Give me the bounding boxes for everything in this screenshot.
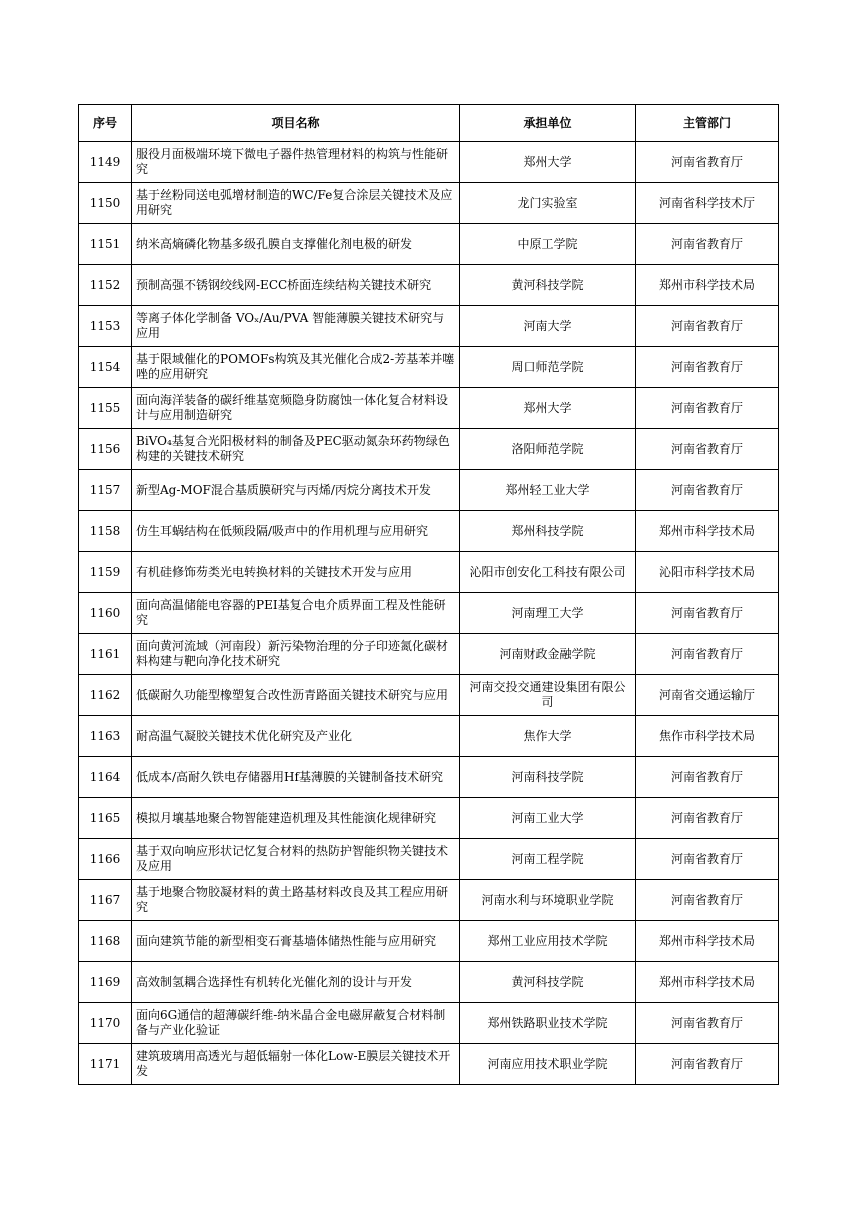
row-number: 1151 bbox=[79, 224, 132, 265]
supervising-department: 河南省教育厅 bbox=[636, 1003, 779, 1044]
table-row bbox=[79, 921, 779, 962]
row-number: 1169 bbox=[79, 962, 132, 1003]
supervising-department: 河南省教育厅 bbox=[636, 1044, 779, 1085]
table-row bbox=[79, 511, 779, 552]
supervising-department: 河南省教育厅 bbox=[636, 306, 779, 347]
project-name: 高效制氢耦合选择性有机转化光催化剂的设计与开发 bbox=[132, 962, 460, 1003]
row-number: 1166 bbox=[79, 839, 132, 880]
supervising-department: 郑州市科学技术局 bbox=[636, 921, 779, 962]
table-row bbox=[79, 675, 779, 716]
project-name: 服役月面极端环境下微电子器件热管理材料的构筑与性能研究 bbox=[132, 142, 460, 183]
row-number: 1167 bbox=[79, 880, 132, 921]
table-row bbox=[79, 265, 779, 306]
supervising-department: 郑州市科学技术局 bbox=[636, 265, 779, 306]
undertaking-unit: 郑州工业应用技术学院 bbox=[460, 921, 636, 962]
header-unit: 承担单位 bbox=[460, 105, 636, 142]
project-name: 基于地聚合物胶凝材料的黄土路基材料改良及其工程应用研究 bbox=[132, 880, 460, 921]
project-name: 有机硅修饰芴类光电转换材料的关键技术开发与应用 bbox=[132, 552, 460, 593]
row-number: 1159 bbox=[79, 552, 132, 593]
table-row bbox=[79, 142, 779, 183]
undertaking-unit: 河南应用技术职业学院 bbox=[460, 1044, 636, 1085]
undertaking-unit: 周口师范学院 bbox=[460, 347, 636, 388]
undertaking-unit: 郑州轻工业大学 bbox=[460, 470, 636, 511]
undertaking-unit: 黄河科技学院 bbox=[460, 962, 636, 1003]
project-name: 基于双向响应形状记忆复合材料的热防护智能织物关键技术及应用 bbox=[132, 839, 460, 880]
undertaking-unit: 郑州科技学院 bbox=[460, 511, 636, 552]
row-number: 1162 bbox=[79, 675, 132, 716]
project-name: 基于丝粉同送电弧增材制造的WC/Fe复合涂层关键技术及应用研究 bbox=[132, 183, 460, 224]
table-row bbox=[79, 306, 779, 347]
supervising-department: 河南省教育厅 bbox=[636, 388, 779, 429]
project-name: 低碳耐久功能型橡塑复合改性沥青路面关键技术研究与应用 bbox=[132, 675, 460, 716]
project-name: 耐高温气凝胶关键技术优化研究及产业化 bbox=[132, 716, 460, 757]
table-row bbox=[79, 798, 779, 839]
undertaking-unit: 河南水利与环境职业学院 bbox=[460, 880, 636, 921]
project-name: 建筑玻璃用高透光与超低辐射一体化Low-E膜层关键技术开发 bbox=[132, 1044, 460, 1085]
project-name: 面向黄河流域（河南段）新污染物治理的分子印迹氮化碳材料构建与靶向净化技术研究 bbox=[132, 634, 460, 675]
row-number: 1161 bbox=[79, 634, 132, 675]
table-header bbox=[79, 105, 779, 142]
header-name: 项目名称 bbox=[132, 105, 460, 142]
undertaking-unit: 河南工程学院 bbox=[460, 839, 636, 880]
table-row bbox=[79, 839, 779, 880]
project-name: 面向海洋装备的碳纤维基宽频隐身防腐蚀一体化复合材料设计与应用制造研究 bbox=[132, 388, 460, 429]
table-row bbox=[79, 1044, 779, 1085]
project-name: 新型Ag-MOF混合基质膜研究与丙烯/丙烷分离技术开发 bbox=[132, 470, 460, 511]
undertaking-unit: 郑州铁路职业技术学院 bbox=[460, 1003, 636, 1044]
project-name: BiVO₄基复合光阳极材料的制备及PEC驱动氮杂环药物绿色构建的关键技术研究 bbox=[132, 429, 460, 470]
project-table bbox=[78, 104, 779, 1085]
table-row bbox=[79, 962, 779, 1003]
undertaking-unit: 洛阳师范学院 bbox=[460, 429, 636, 470]
undertaking-unit: 沁阳市创安化工科技有限公司 bbox=[460, 552, 636, 593]
project-name: 低成本/高耐久铁电存储器用Hf基薄膜的关键制备技术研究 bbox=[132, 757, 460, 798]
table-row bbox=[79, 183, 779, 224]
undertaking-unit: 河南理工大学 bbox=[460, 593, 636, 634]
supervising-department: 郑州市科学技术局 bbox=[636, 511, 779, 552]
table-row bbox=[79, 470, 779, 511]
table-row bbox=[79, 552, 779, 593]
project-name: 面向6G通信的超薄碳纤维-纳米晶合金电磁屏蔽复合材料制备与产业化验证 bbox=[132, 1003, 460, 1044]
supervising-department: 河南省教育厅 bbox=[636, 839, 779, 880]
supervising-department: 河南省教育厅 bbox=[636, 224, 779, 265]
table-row bbox=[79, 1003, 779, 1044]
supervising-department: 河南省教育厅 bbox=[636, 634, 779, 675]
undertaking-unit: 焦作大学 bbox=[460, 716, 636, 757]
undertaking-unit: 河南科技学院 bbox=[460, 757, 636, 798]
project-name: 仿生耳蜗结构在低频段隔/吸声中的作用机理与应用研究 bbox=[132, 511, 460, 552]
project-name: 纳米高熵磷化物基多级孔膜自支撑催化剂电极的研发 bbox=[132, 224, 460, 265]
supervising-department: 郑州市科学技术局 bbox=[636, 962, 779, 1003]
table-row bbox=[79, 224, 779, 265]
supervising-department: 河南省交通运输厅 bbox=[636, 675, 779, 716]
supervising-department: 河南省教育厅 bbox=[636, 593, 779, 634]
supervising-department: 沁阳市科学技术局 bbox=[636, 552, 779, 593]
row-number: 1153 bbox=[79, 306, 132, 347]
undertaking-unit: 河南大学 bbox=[460, 306, 636, 347]
project-name: 等离子体化学制备 VOₓ/Au/PVA 智能薄膜关键技术研究与应用 bbox=[132, 306, 460, 347]
supervising-department: 河南省教育厅 bbox=[636, 142, 779, 183]
undertaking-unit: 龙门实验室 bbox=[460, 183, 636, 224]
row-number: 1171 bbox=[79, 1044, 132, 1085]
project-name: 面向高温储能电容器的PEI基复合电介质界面工程及性能研究 bbox=[132, 593, 460, 634]
row-number: 1160 bbox=[79, 593, 132, 634]
row-number: 1150 bbox=[79, 183, 132, 224]
row-number: 1157 bbox=[79, 470, 132, 511]
table-row bbox=[79, 880, 779, 921]
supervising-department: 河南省教育厅 bbox=[636, 429, 779, 470]
table-row bbox=[79, 388, 779, 429]
supervising-department: 河南省教育厅 bbox=[636, 347, 779, 388]
row-number: 1152 bbox=[79, 265, 132, 306]
undertaking-unit: 郑州大学 bbox=[460, 388, 636, 429]
project-name: 基于限域催化的POMOFs构筑及其光催化合成2-芳基苯并噻唑的应用研究 bbox=[132, 347, 460, 388]
table-row bbox=[79, 757, 779, 798]
table-body bbox=[79, 142, 779, 1085]
table-row bbox=[79, 593, 779, 634]
row-number: 1163 bbox=[79, 716, 132, 757]
row-number: 1156 bbox=[79, 429, 132, 470]
project-name: 模拟月壤基地聚合物智能建造机理及其性能演化规律研究 bbox=[132, 798, 460, 839]
undertaking-unit: 河南财政金融学院 bbox=[460, 634, 636, 675]
header-dept: 主管部门 bbox=[636, 105, 779, 142]
row-number: 1165 bbox=[79, 798, 132, 839]
undertaking-unit: 河南交投交通建设集团有限公司 bbox=[460, 675, 636, 716]
row-number: 1164 bbox=[79, 757, 132, 798]
undertaking-unit: 郑州大学 bbox=[460, 142, 636, 183]
row-number: 1168 bbox=[79, 921, 132, 962]
undertaking-unit: 河南工业大学 bbox=[460, 798, 636, 839]
table-row bbox=[79, 429, 779, 470]
supervising-department: 河南省科学技术厅 bbox=[636, 183, 779, 224]
row-number: 1149 bbox=[79, 142, 132, 183]
project-name: 预制高强不锈钢绞线网-ECC桥面连续结构关键技术研究 bbox=[132, 265, 460, 306]
header-num: 序号 bbox=[79, 105, 132, 142]
row-number: 1158 bbox=[79, 511, 132, 552]
supervising-department: 河南省教育厅 bbox=[636, 880, 779, 921]
undertaking-unit: 黄河科技学院 bbox=[460, 265, 636, 306]
supervising-department: 河南省教育厅 bbox=[636, 470, 779, 511]
supervising-department: 焦作市科学技术局 bbox=[636, 716, 779, 757]
table-row bbox=[79, 634, 779, 675]
project-name: 面向建筑节能的新型相变石膏基墙体储热性能与应用研究 bbox=[132, 921, 460, 962]
table-row bbox=[79, 716, 779, 757]
undertaking-unit: 中原工学院 bbox=[460, 224, 636, 265]
header-row bbox=[79, 105, 779, 142]
supervising-department: 河南省教育厅 bbox=[636, 798, 779, 839]
row-number: 1155 bbox=[79, 388, 132, 429]
row-number: 1170 bbox=[79, 1003, 132, 1044]
supervising-department: 河南省教育厅 bbox=[636, 757, 779, 798]
row-number: 1154 bbox=[79, 347, 132, 388]
table-row bbox=[79, 347, 779, 388]
